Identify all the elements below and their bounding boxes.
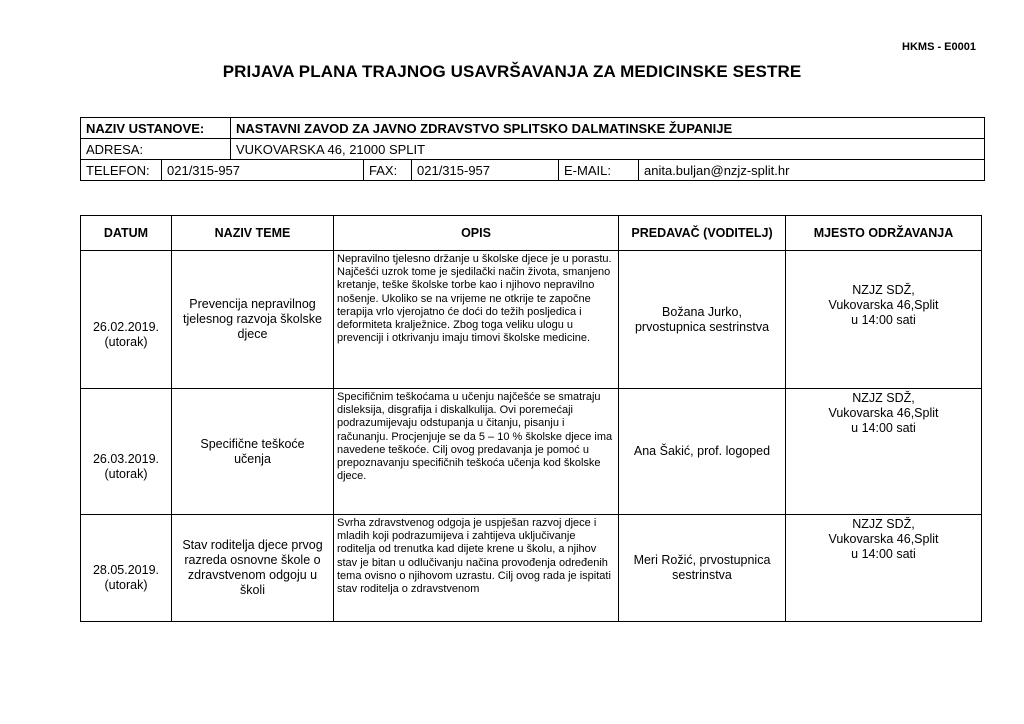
institution-name-value: NASTAVNI ZAVOD ZA JAVNO ZDRAVSTVO SPLITSKO DALMATINSKE ŽUPANIJE	[231, 118, 985, 139]
form-code: HKMS - E0001	[902, 41, 976, 53]
date-value: 26.03.2019.	[92, 451, 160, 466]
email-label: E-MAIL:	[559, 160, 639, 181]
table-row	[81, 251, 982, 389]
institution-contact-row	[81, 160, 985, 181]
header-date: DATUM	[81, 216, 172, 251]
phone-value: 021/315-957	[162, 160, 364, 181]
schedule-header-row	[81, 216, 982, 251]
address-value: VUKOVARSKA 46, 21000 SPLIT	[231, 139, 985, 160]
day-value: (utorak)	[104, 578, 148, 592]
place-line-3: u 14:00 sati	[851, 421, 916, 435]
header-desc: OPIS	[334, 216, 619, 251]
row-description: Svrha zdravstvenog odgoja je uspješan razvoj djece i mladih koji podrazumijeva i zahtijeva uključivanje roditelja od trenutka kad dijete krene u školu, a njihov stav je bitan u odlučivanju načina provođenja određenih tema ovisno o njihovom uzrastu. Cilj ovog rada je ispitati stav roditelja o zdravstvenom	[334, 515, 619, 622]
place-line-1: NZJZ SDŽ,	[852, 391, 915, 405]
place-line-3: u 14:00 sati	[851, 547, 916, 561]
schedule-table	[80, 215, 982, 622]
fax-value: 021/315-957	[412, 160, 559, 181]
institution-name-row	[81, 118, 985, 139]
row-description: Nepravilno tjelesno držanje u školske djece je u porastu. Najčešći uzrok tome je sjedilački način života, smanjeno kretanje, teške školske torbe kao i njihovo nepravilno nošenje. Ukoliko se na vrijeme ne otkrije te započne terapija vrlo vjerojatno će doći do težih posljedica i deformiteta kralježnice. Zbog toga veliku ulogu u prevenciji i otkrivanju imaju timovi školske medicine.	[334, 251, 619, 389]
place-line-1: NZJZ SDŽ,	[852, 283, 915, 297]
row-topic: Prevencija nepravilnog tjelesnog razvoja školske djece	[172, 251, 334, 389]
institution-address-row	[81, 139, 985, 160]
institution-name-label: NAZIV USTANOVE:	[81, 118, 231, 139]
row-lecturer: Meri Rožić, prvostupnica sestrinstva	[619, 515, 786, 622]
date-value: 26.02.2019.	[92, 319, 160, 334]
table-row	[81, 515, 982, 622]
row-lecturer: Ana Šakić, prof. logoped	[619, 389, 786, 515]
place-line-2: Vukovarska 46,Split	[828, 406, 939, 420]
header-lecturer: PREDAVAČ (VODITELJ)	[619, 216, 786, 251]
day-value: (utorak)	[104, 466, 148, 481]
place-line-2: Vukovarska 46,Split	[828, 298, 939, 312]
row-description: Specifičnim teškoćama u učenju najčešće se smatraju disleksija, disgrafija i diskalkulija. Ovi poremećaji podrazumijevaju odstupanja u čitanju, pisanju i računanju. Procjenjuje se da 5 – 10 % školske djece ima navedene teškoće. Cilj ovog predavanja je pomoć u prepoznavanju specifičnih teškoća učenja kod školske djece.	[334, 389, 619, 515]
place-line-3: u 14:00 sati	[851, 313, 916, 327]
day-value: (utorak)	[104, 334, 148, 349]
row-date	[81, 389, 172, 515]
row-topic: Stav roditelja djece prvog razreda osnovne škole o zdravstvenom odgoju u školi	[172, 515, 334, 622]
institution-table	[80, 117, 985, 181]
row-lecturer: Božana Jurko, prvostupnica sestrinstva	[619, 251, 786, 389]
address-label: ADRESA:	[81, 139, 231, 160]
row-place	[786, 251, 982, 389]
row-topic: Specifične teškoće učenja	[172, 389, 334, 515]
row-place	[786, 515, 982, 622]
row-date	[81, 251, 172, 389]
phone-label: TELEFON:	[81, 160, 162, 181]
row-place	[786, 389, 982, 515]
date-value: 28.05.2019.	[92, 563, 160, 577]
place-line-1: NZJZ SDŽ,	[852, 517, 915, 531]
place-line-2: Vukovarska 46,Split	[828, 532, 939, 546]
row-date	[81, 515, 172, 622]
fax-label: FAX:	[364, 160, 412, 181]
page-title: PRIJAVA PLANA TRAJNOG USAVRŠAVANJA ZA MEDICINSKE SESTRE	[222, 62, 802, 81]
header-topic: NAZIV TEME	[172, 216, 334, 251]
header-place: MJESTO ODRŽAVANJA	[786, 216, 982, 251]
email-value: anita.buljan@nzjz-split.hr	[639, 160, 985, 181]
table-row	[81, 389, 982, 515]
